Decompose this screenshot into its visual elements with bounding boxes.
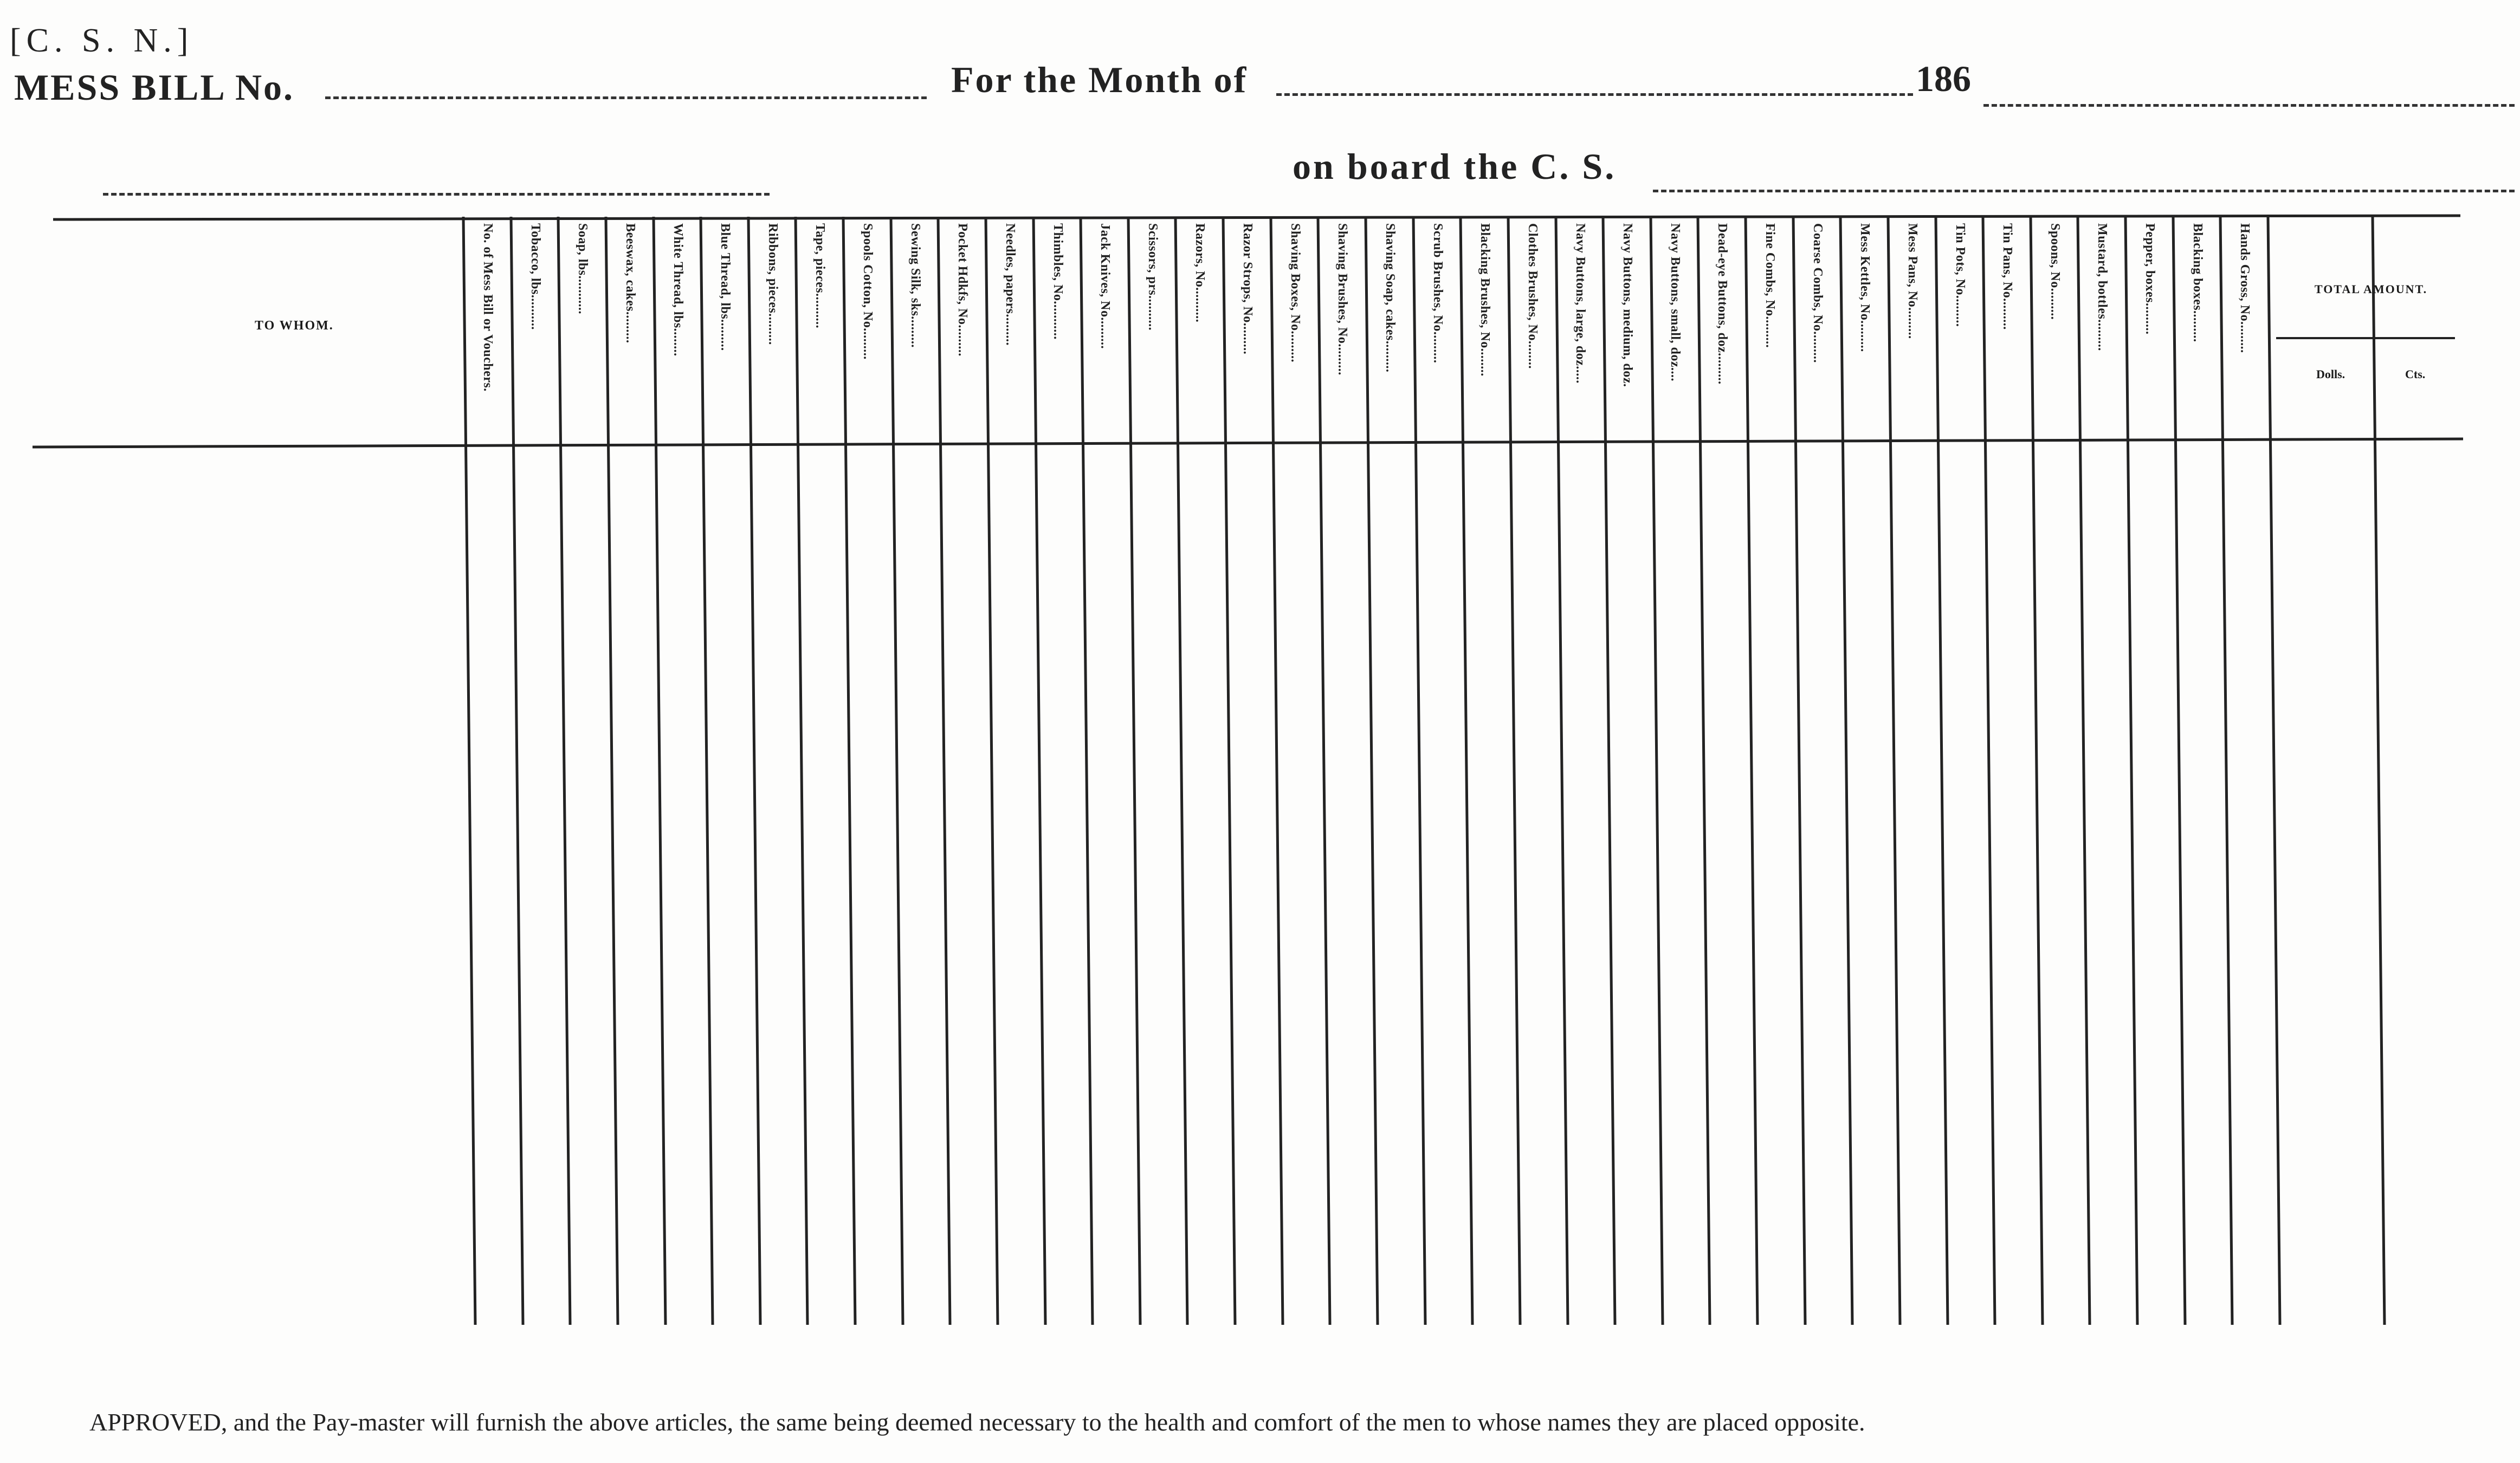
article-column-header: [1940, 223, 1973, 429]
article-column-label: Mustard, bottles.........: [2095, 223, 2109, 351]
month-label: For the Month of: [951, 59, 1248, 100]
article-column-header: [990, 223, 1023, 429]
article-column-label: Beeswax, cakes.........: [623, 223, 637, 344]
article-column-header: [1655, 223, 1688, 429]
article-column-label: Tobacco, lbs..........: [528, 223, 542, 330]
article-column-label: Fine Combs, No.........: [1763, 223, 1777, 348]
article-column-label: Pepper, boxes.........: [2143, 223, 2157, 335]
article-column-label: Navy Buttons, small, doz....: [1668, 223, 1682, 382]
article-column-header: [1798, 223, 1830, 429]
article-column-label: Sewing Silk, sks.........: [908, 223, 922, 348]
article-column-header: [515, 223, 548, 429]
article-column-label: Razors, No..........: [1193, 223, 1207, 323]
article-column-label: Tin Pans, No.........: [2000, 223, 2014, 330]
article-column-label: Clothes Brushes, No........: [1526, 223, 1540, 369]
article-column-label: Spools Cotton, No.........: [861, 223, 875, 360]
article-column-label: Scrub Brushes, No.........: [1431, 223, 1445, 364]
article-column-label: Scissors, prs..........: [1146, 223, 1160, 331]
column-rule: [2268, 217, 2280, 1325]
article-column-header: [895, 223, 928, 429]
article-column-label: Blacking Brushes, No........: [1478, 223, 1492, 377]
article-column-label: Pocket Hdkfs, No.........: [955, 223, 970, 357]
article-column-header: [942, 223, 975, 429]
article-column-label: Jack Knives, No.........: [1098, 223, 1112, 349]
article-column-label: Mess Kettles, No.........: [1858, 223, 1872, 352]
article-column-header: [1845, 223, 1877, 429]
article-column-header: [1513, 223, 1545, 429]
article-column-header: [1133, 223, 1165, 429]
article-column-header: [848, 223, 880, 429]
article-column-label: No. of Mess Bill or Vouchers.: [481, 223, 495, 392]
article-column-header: [1465, 223, 1497, 429]
article-column-header: [2225, 223, 2257, 429]
article-column-label: Hands Gross, No.........: [2238, 223, 2252, 353]
article-column-header: [705, 223, 738, 429]
article-column-header: [2177, 223, 2210, 429]
dolls-header: Dolls.: [2316, 367, 2345, 381]
article-column-label: Thimbles, No...........: [1051, 223, 1065, 340]
cts-header: Cts.: [2405, 367, 2426, 381]
approval-statement: APPROVED, and the Pay-master will furnish the above articles, the same being deemed necessary to the health and comfort of the men to whose names they are placed opposite.: [89, 1408, 1865, 1436]
article-column-header: [1607, 223, 1640, 429]
article-column-header: [1750, 223, 1782, 429]
article-column-header: [1987, 223, 2020, 429]
to-whom-header: TO WHOM.: [255, 319, 334, 333]
article-column-label: White Thread, lbs........: [671, 223, 685, 357]
article-column-header: [1085, 223, 1117, 429]
article-column-header: [1275, 223, 1308, 429]
article-column-header: [2082, 223, 2115, 429]
article-column-label: Mess Pans, No.........: [1905, 223, 1920, 339]
article-column-label: Tin Pots, No.........: [1953, 223, 1967, 327]
article-column-label: Soap, lbs...........: [576, 223, 590, 315]
article-column-label: Shaving Brushes, No.........: [1335, 223, 1349, 376]
article-column-header: [2035, 223, 2067, 429]
article-column-header: [1038, 223, 1070, 429]
article-column-label: Tape, pieces..........: [813, 223, 827, 329]
article-column-header: [1370, 223, 1403, 429]
article-column-header: [563, 223, 595, 429]
article-column-header: [658, 223, 690, 429]
article-column-label: Shaving Soap, cakes.........: [1383, 223, 1397, 373]
article-column-label: Needles, papers.........: [1003, 223, 1017, 346]
article-column-label: Blacking boxes.........: [2191, 223, 2205, 342]
article-column-label: Razor Strops, No.........: [1240, 223, 1255, 355]
article-column-header: [1227, 223, 1260, 429]
article-column-label: Blue Thread, lbs.........: [718, 223, 732, 351]
table-header-rule: [33, 439, 2463, 447]
article-column-header: [1418, 223, 1450, 429]
column-rule: [2373, 217, 2385, 1325]
on-board-label: on board the C. S.: [1293, 146, 1617, 187]
table-top-rule: [53, 216, 2460, 219]
article-column-header: [753, 223, 785, 429]
article-column-label: Coarse Combs, No.........: [1811, 223, 1825, 363]
article-column-header: [1560, 223, 1593, 429]
csn-mark: [C. S. N.]: [10, 22, 194, 59]
article-column-label: Navy Buttons, medium, doz.: [1620, 223, 1634, 387]
article-column-header: [1892, 223, 1925, 429]
article-column-header: [2130, 223, 2162, 429]
article-column-header: [1322, 223, 1355, 429]
year-prefix: 186: [1916, 58, 1971, 99]
total-amount-header: TOTAL AMOUNT.: [2314, 282, 2428, 296]
article-column-header: [800, 223, 832, 429]
article-column-header: [610, 223, 643, 429]
article-column-header: [1180, 223, 1212, 429]
article-column-label: Ribbons, pieces.........: [766, 223, 780, 345]
article-column-header: [468, 223, 500, 429]
mess-bill-number-label: MESS BILL No.: [14, 67, 295, 108]
article-column-label: Dead-eye Buttons, doz.........: [1715, 223, 1729, 385]
article-column-label: Shaving Boxes, No.........: [1288, 223, 1302, 363]
article-column-label: Navy Buttons, large, doz.....: [1573, 223, 1587, 384]
article-column-label: Spoons, No.........: [2048, 223, 2062, 320]
article-column-header: [1702, 223, 1735, 429]
